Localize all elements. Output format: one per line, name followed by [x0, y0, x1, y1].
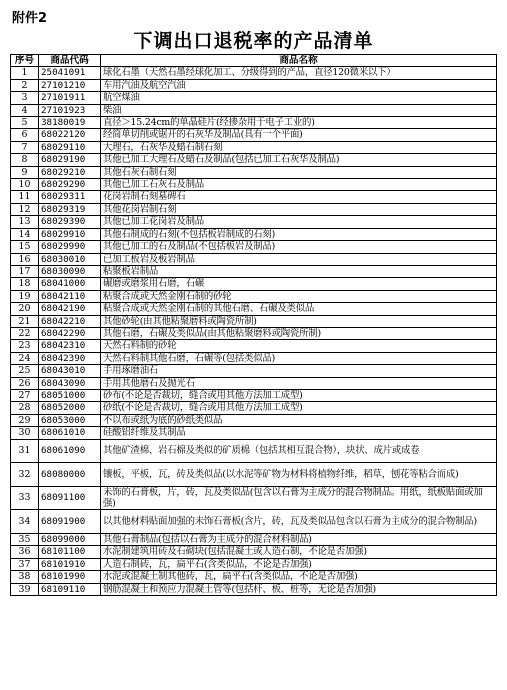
product-code: 68029990: [39, 241, 101, 253]
product-name: 其他已加工的石及制品(不包括板岩及制品): [101, 241, 497, 253]
product-name: 水泥制建筑用砖及石砌块(包括混凝土或人造石制，不论是否加强): [101, 546, 497, 558]
product-code: 68061090: [39, 439, 101, 463]
row-number: 22: [11, 327, 39, 339]
row-number: 23: [11, 340, 39, 352]
row-number: 24: [11, 352, 39, 364]
product-code: 68042310: [39, 340, 101, 352]
row-number: 10: [11, 179, 39, 191]
product-code: 68029319: [39, 203, 101, 215]
row-number: 20: [11, 303, 39, 315]
product-name: 人造石制砖，瓦，扁平石(含类似品，不论是否加强): [101, 558, 497, 570]
product-name: 不以布或纸为底的砂纸类似品: [101, 414, 497, 426]
product-name: 大理石，石灰华及蜡石制石刻: [101, 141, 497, 153]
row-number: 5: [11, 117, 39, 129]
table-body: [11, 67, 497, 596]
product-code: 68042210: [39, 315, 101, 327]
row-number: 1: [11, 67, 39, 79]
table-row: [11, 377, 497, 389]
product-code: 68053000: [39, 414, 101, 426]
row-number: 4: [11, 104, 39, 116]
table-row: [11, 241, 497, 253]
product-name: 镶板，平板，瓦，砖及类似品(以水泥等矿物为材料将植物纤维，稻草，刨花等粘合而成): [101, 463, 497, 487]
table-row: [11, 558, 497, 570]
product-name: 直径＞15.24cm的单晶硅片(经掺杂用于电子工业的): [101, 117, 497, 129]
table-row: [11, 79, 497, 91]
table-row: [11, 191, 497, 203]
table-row: [11, 154, 497, 166]
product-code: 68029290: [39, 179, 101, 191]
product-code: 68029311: [39, 191, 101, 203]
product-name: 天然石料制的砂轮: [101, 340, 497, 352]
table-row: [11, 117, 497, 129]
product-name: 未饰的石膏板，片，砖，瓦及类似品(包含以石膏为主成分的混合物制品。用纸，纸板贴面或加强): [101, 486, 497, 510]
row-number: 33: [11, 486, 39, 510]
product-name: 其他矿渣棉、岩石棉及类似的矿质棉（包括其相互混合物），块状、成片或成卷: [101, 439, 497, 463]
product-name: 其他石磨，石碾及类似品(由其他粘聚磨料或陶瓷所制): [101, 327, 497, 339]
product-name: 其他石膏制品(包括以石膏为主成分的混合材料制品): [101, 533, 497, 545]
row-number: 37: [11, 558, 39, 570]
row-number: 11: [11, 191, 39, 203]
product-code: 68030010: [39, 253, 101, 265]
row-number: 25: [11, 365, 39, 377]
product-name: 柴油: [101, 104, 497, 116]
product-code: 68101910: [39, 558, 101, 570]
product-name: 其他已加工石灰石及制品: [101, 179, 497, 191]
product-name: 球化石墨（天然石墨经球化加工、分级得到的产品，直径120微米以下）: [101, 67, 497, 79]
product-name: 其他已加工大理石及蜡石及制品(包括已加工石灰华及制品): [101, 154, 497, 166]
product-name: 砂布(不论是否裁切，缝合或用其他方法加工成型): [101, 389, 497, 401]
table-row: [11, 365, 497, 377]
row-number: 26: [11, 377, 39, 389]
header-name: 商品名称: [101, 55, 497, 67]
row-number: 34: [11, 510, 39, 534]
product-name: 已加工板岩及板岩制品: [101, 253, 497, 265]
product-code: 68042290: [39, 327, 101, 339]
product-code: 68099000: [39, 533, 101, 545]
row-number: 3: [11, 92, 39, 104]
product-name: 其他石灰石制石刻: [101, 166, 497, 178]
row-number: 8: [11, 154, 39, 166]
table-row: [11, 352, 497, 364]
product-code: 68109110: [39, 583, 101, 595]
product-name: 经简单切削或锯开的石灰华及制品(具有一个平面): [101, 129, 497, 141]
product-name: 其他已加工花岗岩及制品: [101, 216, 497, 228]
table-row: [11, 141, 497, 153]
product-code: 68043090: [39, 377, 101, 389]
product-code: 38180019: [39, 117, 101, 129]
product-code: 68029210: [39, 166, 101, 178]
table-row: [11, 427, 497, 439]
product-code: 68029190: [39, 154, 101, 166]
table-row: [11, 389, 497, 401]
product-name: 水泥或混凝土制其他砖，瓦，扁平石(含类似品，不论是否加强): [101, 571, 497, 583]
row-number: 14: [11, 228, 39, 240]
table-row: [11, 265, 497, 277]
product-code: 68061010: [39, 427, 101, 439]
row-number: 28: [11, 402, 39, 414]
product-code: 68042190: [39, 303, 101, 315]
table-row: [11, 179, 497, 191]
row-number: 31: [11, 439, 39, 463]
table-row: [11, 228, 497, 240]
product-code: 68051000: [39, 389, 101, 401]
product-name: 天然石料制其他石磨，石碾等(包括类似品): [101, 352, 497, 364]
product-code: 68101100: [39, 546, 101, 558]
product-name: 砂纸(不论是否裁切，缝合或用其他方法加工成型): [101, 402, 497, 414]
product-code: 27101923: [39, 104, 101, 116]
row-number: 30: [11, 427, 39, 439]
product-code: 68052000: [39, 402, 101, 414]
product-code: 68041000: [39, 278, 101, 290]
product-code: 68091100: [39, 486, 101, 510]
product-code: 68029110: [39, 141, 101, 153]
table-row: [11, 92, 497, 104]
product-code: 25041091: [39, 67, 101, 79]
table-row: [11, 583, 497, 595]
product-name: 车用汽油及航空汽油: [101, 79, 497, 91]
product-name: 手用琢磨油石: [101, 365, 497, 377]
table-row: [11, 571, 497, 583]
row-number: 32: [11, 463, 39, 487]
table-row: [11, 402, 497, 414]
row-number: 7: [11, 141, 39, 153]
table-row: [11, 104, 497, 116]
product-name: 以其他材料贴面加强的未饰石膏板(含片，砖，瓦及类似品包含以石膏为主成分的混合物制品): [101, 510, 497, 534]
table-row: [11, 67, 497, 79]
row-number: 18: [11, 278, 39, 290]
product-code: 27101911: [39, 92, 101, 104]
table-row: [11, 414, 497, 426]
table-row: [11, 327, 497, 339]
row-number: 27: [11, 389, 39, 401]
header-no: 序号: [11, 55, 39, 67]
product-code: 68030090: [39, 265, 101, 277]
row-number: 6: [11, 129, 39, 141]
row-number: 16: [11, 253, 39, 265]
table-row: [11, 278, 497, 290]
product-code: 68043010: [39, 365, 101, 377]
table-row: [11, 216, 497, 228]
header-code: 商品代码: [39, 55, 101, 67]
product-code: 68042110: [39, 290, 101, 302]
row-number: 29: [11, 414, 39, 426]
row-number: 13: [11, 216, 39, 228]
table-header-row: [11, 55, 497, 67]
product-name: 粘聚板岩制品: [101, 265, 497, 277]
product-name: 手用其他磨石及抛光石: [101, 377, 497, 389]
row-number: 39: [11, 583, 39, 595]
table-row: [11, 303, 497, 315]
product-name: 航空煤油: [101, 92, 497, 104]
page-title: 下调出口退税率的产品清单: [133, 30, 374, 52]
product-name: 钢筋混凝土和预应力混凝土管等(包括杆、板、桩等，无论是否加强): [101, 583, 497, 595]
product-name: 花岗岩制石刻墓碑石: [101, 191, 497, 203]
table-row: [11, 203, 497, 215]
product-code: 68101990: [39, 571, 101, 583]
table-row: [11, 510, 497, 534]
product-name: 粘聚合成或天然金刚石制的砂轮: [101, 290, 497, 302]
row-number: 36: [11, 546, 39, 558]
product-code: 68029390: [39, 216, 101, 228]
product-table: [10, 54, 497, 596]
row-number: 15: [11, 241, 39, 253]
product-code: 27101210: [39, 79, 101, 91]
product-code: 68080000: [39, 463, 101, 487]
product-code: 68022120: [39, 129, 101, 141]
table-row: [11, 166, 497, 178]
table-row: [11, 315, 497, 327]
row-number: 19: [11, 290, 39, 302]
attachment-label: 附件2: [12, 11, 48, 26]
product-name: 粘聚合成或天然金刚石制的其他石磨、石碾及类似品: [101, 303, 497, 315]
product-name: 硅酸铝纤维及其制品: [101, 427, 497, 439]
product-code: 68042390: [39, 352, 101, 364]
row-number: 17: [11, 265, 39, 277]
table-row: [11, 463, 497, 487]
product-code: 68029910: [39, 228, 101, 240]
product-name: 其他石制成的石刻(不包括板岩制成的石刻): [101, 228, 497, 240]
row-number: 38: [11, 571, 39, 583]
row-number: 9: [11, 166, 39, 178]
row-number: 12: [11, 203, 39, 215]
product-name: 碾磨或磨浆用石磨，石碾: [101, 278, 497, 290]
row-number: 21: [11, 315, 39, 327]
product-name: 其他砂轮(由其他粘聚磨料或陶瓷所制): [101, 315, 497, 327]
table-row: [11, 340, 497, 352]
product-name: 其他花岗岩制石刻: [101, 203, 497, 215]
table-row: [11, 129, 497, 141]
table-row: [11, 290, 497, 302]
table-row: [11, 253, 497, 265]
table-row: [11, 533, 497, 545]
table-row: [11, 486, 497, 510]
table-row: [11, 439, 497, 463]
table-row: [11, 546, 497, 558]
row-number: 35: [11, 533, 39, 545]
row-number: 2: [11, 79, 39, 91]
product-code: 68091900: [39, 510, 101, 534]
